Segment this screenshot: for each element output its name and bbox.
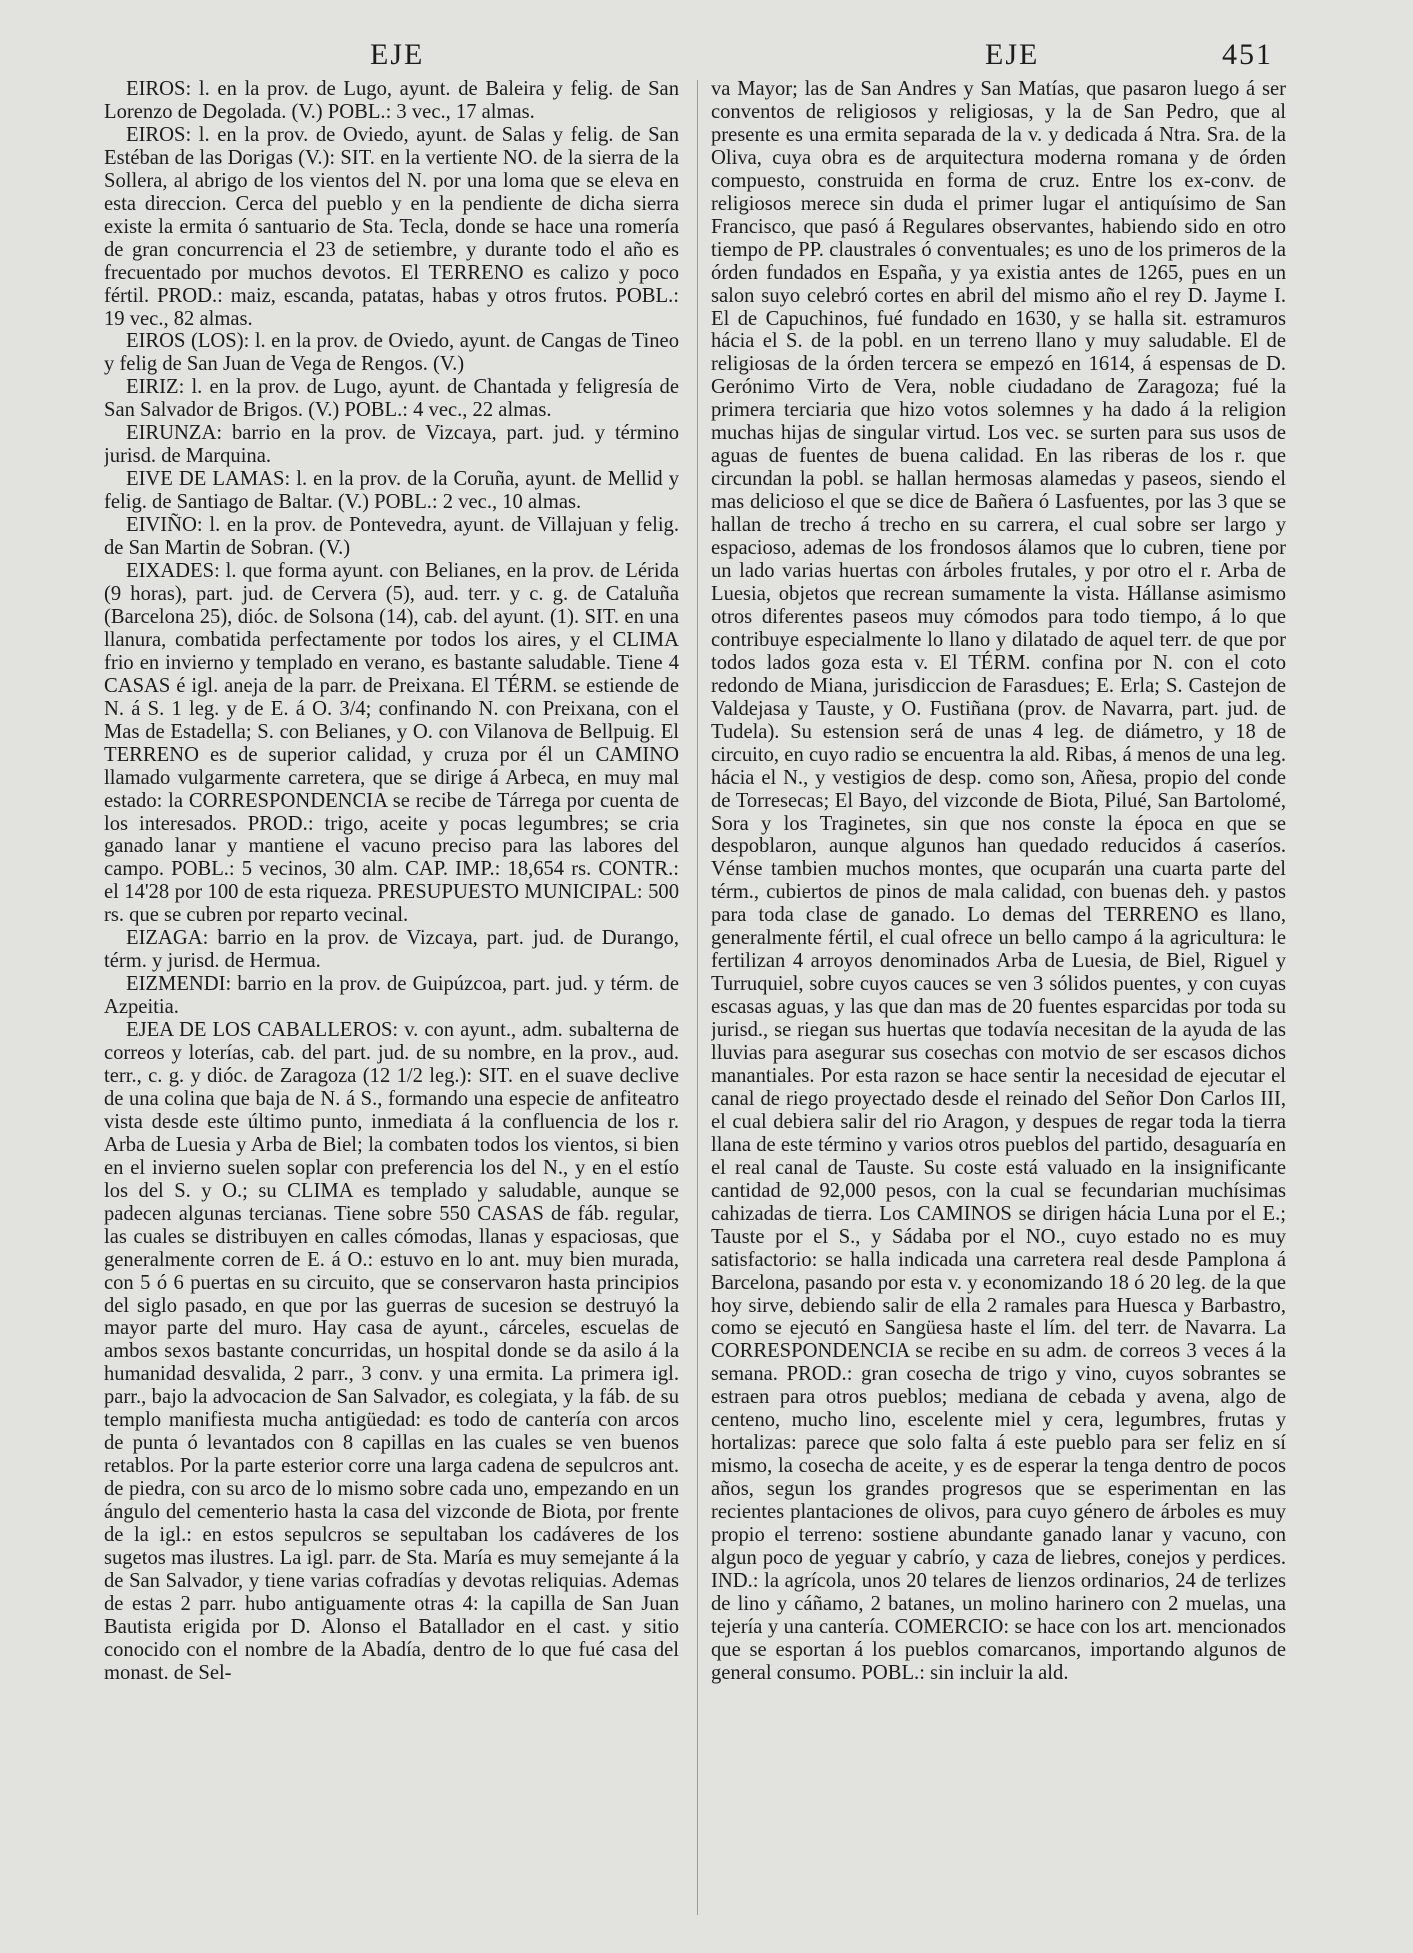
running-header-left: EJE <box>370 38 425 71</box>
page-number: 451 <box>1222 38 1273 71</box>
right-column <box>711 78 1286 1918</box>
entry-eiros-oviedo: EIROS: l. en la prov. de Oviedo, ayunt. de Salas y felig. de San Estéban de las Dorigas (V.): SIT. en la vertiente NO. de la sierra de la Sollera, al abrigo de los vientos del N. por una loma que se eleva en esta direccion. Cerca del pueblo y en la pendiente de dicha sierra existe la ermita ó santuario de Sta. Tecla, donde se hace una romería de gran concurrencia el 23 de setiembre, y durante todo el año es frecuentado por muchos devotos. El TERRENO es calizo y poco fértil. PROD.: maiz, escanda, patatas, habas y otros frutos. POBL.: 19 vec., 82 almas. <box>104 123 679 330</box>
left-column <box>104 78 679 1918</box>
entry-eiriz: EIRIZ: l. en la prov. de Lugo, ayunt. de Chantada y feligresía de San Salvador de Brigos. (V.) POBL.: 4 vec., 22 almas. <box>104 376 679 422</box>
entry-eizmendi: EIZMENDI: barrio en la prov. de Guipúzcoa, part. jud. y térm. de Azpeitia. <box>104 973 679 1019</box>
entry-ejea-continued: va Mayor; las de San Andres y San Matías, que pasaron luego á ser conventos de religiosos y religiosas, y la de San Pedro, que al presente es una ermita separada de la v. y dedicada á Ntra. Sra. de la Oliva, cuya obra es de arquitectura moderna romana y de órden compuesto, construida en forma de cruz. Entre los ex-conv. de religiosos merece sin duda el primer lugar el antiquísimo de San Francisco, que pasó á Regulares observantes, habiendo sido en otro tiempo de PP. claustrales ó conventuales; es uno de los primeros de la órden fundados en España, y ya existia antes de 1265, pues en un salon suyo celebró cortes en abril del mismo año el rey D. Jayme I. El de Capuchinos, fué fundado en 1630, y se halla sit. estramuros hácia el S. de la pobl. en un terreno llano y muy saludable. El de religiosas de la órden tercera se empezó en 1614, á espensas de D. Gerónimo Virto de Vera, noble ciudadano de Zaragoza; fué la primera terciaria que hizo votos solemnes y ha dado á la religion muchas hijas de singular virtud. Los vec. se surten para sus usos de aguas de fuentes de buena calidad. En las riberas de los r. que circundan la pobl. se hallan hermosas alamedas y paseos, siendo el mas delicioso el que se dice de Bañera ó Lasfuentes, por las 3 que se hallan de trecho á trecho en su carrera, el cual sobre ser largo y espacioso, ademas de los frondosos álamos que lo cubren, tiene por un lado varias huertas con árboles frutales, y por otro el r. Arba de Luesia, objetos que recrean sumamente la vista. Hállanse asimismo otros diferentes paseos muy cómodos para todo tiempo, á lo que contribuye especialmente lo llano y dilatado de aquel terr. de que por todos lados goza esta v. El TÉRM. confina por N. con el coto redondo de Miana, jurisdiccion de Farasdues; E. Erla; S. Castejon de Valdejasa y Tauste, y O. Fustiñana (prov. de Navarra, part. jud. de Tudela). Su estension será de unas 4 leg. de diámetro, y 18 de circuito, en cuyo radio se encuentra la ald. Ribas, á menos de una leg. hácia el N., y vestigios de desp. como son, Añesa, propio del conde de Torresecas; El Bayo, del vizconde de Biota, Pilué, San Bartolomé, Sora y los Traginetes, sin que nos conste la época en que se despoblaron, aunque algunos han quedado reducidos á caseríos. Vénse tambien muchos montes, que ocuparán una cuarta parte del térm., cubiertos de pinos de mala calidad, con buenas deh. y pastos para toda clase de ganado. Lo demas del TERRENO es llano, generalmente fértil, el cual ofrece un bello campo á la agricultura: le fertilizan 4 arroyos denominados Arba de Luesia, de Biel, Riguel y Turruquiel, sobre cuyos cauces se ven 3 sólidos puentes, y con cuyas escasas aguas, y las que dan mas de 20 fuentes esparcidas por toda su jurisd., se riegan sus huertas que todavía necesitan de la ayuda de las lluvias para asegurar sus cosechas con motvio de ser escasos dichos manantiales. Por esta razon se hace sentir la necesidad de ejecutar el canal de riego proyectado desde el reinado del Señor Don Carlos III, el cual debiera salir del rio Aragon, y despues de regar toda la tierra llana de este término y varios otros pueblos del partido, desaguaría en el real canal de Tauste. Su coste está valuado en la insignificante cantidad de 92,000 pesos, con la cual se fecundarian muchísimas cahizadas de tierra. Los CAMINOS se dirigen hácia Luna por el E.; Tauste por el S., y Sádaba por el NO., cuyo estado no es muy satisfactorio: se halla indicada una carretera real desde Pamplona á Barcelona, pasando por esta v. y economizando 18 ó 20 leg. de la que hoy sirve, debiendo salir de ella 2 ramales para Huesca y Barbastro, como se ejecutó en Sangüesa haste el lím. del terr. de Navarra. La CORRESPONDENCIA se recibe en su adm. de correos 3 veces á la semana. PROD.: gran cosecha de trigo y vino, cuyos sobrantes se estraen para otros pueblos; mediana de cebada y avena, algo de centeno, mucho lino, escelente miel y cera, legumbres, frutas y hortalizas: parece que solo falta á este pueblo para ser feliz en sí mismo, la cosecha de aceite, y es de esperar la tenga dentro de pocos años, segun los grandes progresos que se esperimentan en las recientes plantaciones de olivos, para cuyo género de árboles es muy propio el terreno: sostiene abundante ganado lanar y vacuno, con algun poco de yeguar y cabrío, y caza de liebres, conejos y perdices. IND.: la agrícola, unos 20 telares de lienzos ordinarios, 24 de terlizes de lino y cáñamo, 2 batanes, un molino harinero con 2 muelas, una tejería y una cantería. COMERCIO: se hace con los art. mencionados que se esportan á los pueblos comarcanos, importando algunos de general consumo. POBL.: sin incluir la ald. <box>711 78 1286 1684</box>
running-header-right: EJE <box>985 38 1040 71</box>
entry-eiros-lugo: EIROS: l. en la prov. de Lugo, ayunt. de Baleira y felig. de San Lorenzo de Degolada. (V.) POBL.: 3 vec., 17 almas. <box>104 78 679 123</box>
column-divider <box>697 80 698 1915</box>
entry-eirunza: EIRUNZA: barrio en la prov. de Vizcaya, part. jud. y término jurisd. de Marquina. <box>104 422 679 468</box>
entry-eixades: EIXADES: l. que forma ayunt. con Belianes, en la prov. de Lérida (9 horas), part. jud. de Cervera (5), aud. terr. y c. g. de Cataluña (Barcelona 25), dióc. de Solsona (14), cab. del ayunt. (1). SIT. en una llanura, combatida perfectamente por todos los aires, y el CLIMA frio en invierno y templado en verano, es bastante saludable. Tiene 4 CASAS é igl. aneja de la parr. de Preixana. El TÉRM. se estiende de N. á S. 1 leg. y de E. á O. 3/4; confinando N. con Preixana, con el Mas de Estadella; S. con Belianes, y O. con Vilanova de Bellpuig. El TERRENO es de superior calidad, y cruza por él un CAMINO llamado vulgarmente carretera, que se dirige á Arbeca, en muy mal estado: la CORRESPONDENCIA se recibe de Tárrega por cuenta de los interesados. PROD.: trigo, aceite y pocas legumbres; se cria ganado lanar y mantiene el vacuno preciso para las labores del campo. POBL.: 5 vecinos, 30 alm. CAP. IMP.: 18,654 rs. CONTR.: el 14'28 por 100 de esta riqueza. PRESUPUESTO MUNICIPAL: 500 rs. que se cubren por reparto vecinal. <box>104 560 679 927</box>
entry-eiros-los: EIROS (LOS): l. en la prov. de Oviedo, ayunt. de Cangas de Tineo y felig de San Juan de Vega de Rengos. (V.) <box>104 330 679 376</box>
entry-eivino: EIVIÑO: l. en la prov. de Pontevedra, ayunt. de Villajuan y felig. de San Martin de Sobran. (V.) <box>104 514 679 560</box>
entry-eive-de-lamas: EIVE DE LAMAS: l. en la prov. de la Coruña, ayunt. de Mellid y felig. de Santiago de Baltar. (V.) POBL.: 2 vec., 10 almas. <box>104 468 679 514</box>
entry-eizaga: EIZAGA: barrio en la prov. de Vizcaya, part. jud. de Durango, térm. y jurisd. de Hermua. <box>104 927 679 973</box>
entry-ejea-de-los-caballeros: EJEA DE LOS CABALLEROS: v. con ayunt., adm. subalterna de correos y loterías, cab. del part. jud. de su nombre, en la prov., aud. terr., c. g. y dióc. de Zaragoza (12 1/2 leg.): SIT. en el suave declive de una colina que baja de N. á S., formando una especie de anfiteatro vista desde este último punto, inmediata á la confluencia de los r. Arba de Luesia y Arba de Biel; la combaten todos los vientos, si bien en el invierno suelen soplar con preferencia los del N., y en el estío los del S. y O.; su CLIMA es templado y saludable, aunque se padecen algunas tercianas. Tiene sobre 550 CASAS de fáb. regular, las cuales se distribuyen en calles cómodas, llanas y espaciosas, que generalmente corren de E. á O.: estuvo en lo ant. muy bien murada, con 5 ó 6 puertas en su circuito, que se conservaron hasta principios del siglo pasado, en que por las guerras de sucesion se destruyó la mayor parte del muro. Hay casa de ayunt., cárceles, escuelas de ambos sexos bastante concurridas, un hospital donde se da asilo á la humanidad desvalida, 2 parr., 3 conv. y una ermita. La primera igl. parr., bajo la advocacion de San Salvador, es colegiata, y la fáb. de su templo manifiesta mucha antigüedad: es todo de cantería con arcos de punta ó levantados con 8 capillas en las cuales se ven buenos retablos. Por la parte esterior corre una larga cadena de sepulcros ant. de piedra, con su arco de lo mismo sobre cada uno, empezando en un ángulo del cementerio hasta la casa del vizconde de Biota, por frente de la igl.: en estos sepulcros se sepultaban los cadáveres de los sugetos mas ilustres. La igl. parr. de Sta. María es muy semejante á la de San Salvador, y tiene varias cofradías y devotas reliquias. Ademas de estas 2 parr. hubo antiguamente otras 4: la capilla de San Juan Bautista erigida por D. Alonso el Batallador en el cast. y sitio conocido con el nombre de la Abadía, dentro de lo que fué casa del monast. de Sel- <box>104 1019 679 1684</box>
